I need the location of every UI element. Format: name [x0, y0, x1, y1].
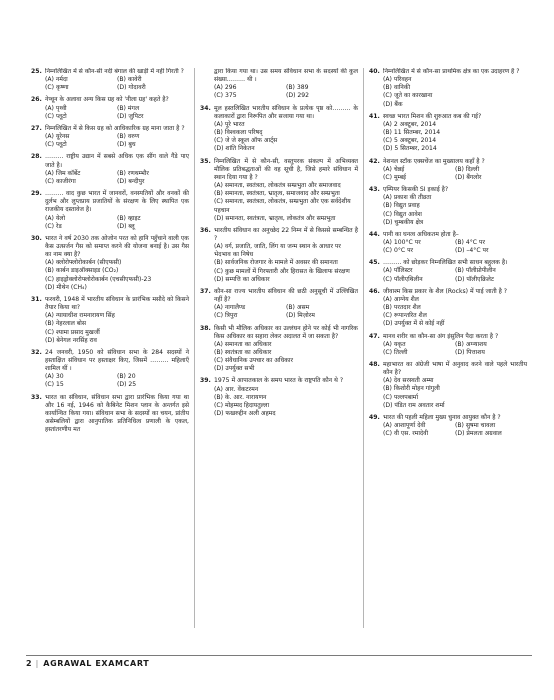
answer-option: (D) उपर्युक्त में से कोई नहीं [383, 320, 445, 328]
question-text: निम्नलिखित में से कौन-सी, वस्तुपरक संकल्प में अभिव्यक्त मौलिक प्रतिबद्धताओं की वह सूची है, जिसे हमारे संविधान में स्थान दिया गया है ? [214, 157, 358, 181]
answer-option: (A) देव सरस्वती अम्मा [383, 377, 434, 385]
question-item [369, 68, 527, 109]
question-page [26, 68, 532, 628]
answer-option: (A) आर. वेंकटरमन [214, 385, 259, 393]
answer-option: (D) मीथेन (CH₄) [45, 283, 87, 291]
question-text: 1975 में आपातकाल के समय भारत के राष्ट्रपति कौन थे ? [214, 377, 344, 385]
page-footer [26, 655, 532, 670]
question-item [200, 325, 358, 374]
question-text: पानी का घनत्व अधिकतम होता है– [383, 230, 459, 238]
answer-option: (B) कार्बन डाइऑक्साइड (CO₂) [45, 267, 119, 275]
answer-option: (B) कावेरी [117, 76, 142, 84]
question-text: नेशनल स्टॉक एक्सचेंज का मुख्यालय कहाँ है ? [383, 157, 485, 165]
answer-option: (C) मुम्बई [383, 173, 407, 181]
answer-option: (B) नेहरलाल बोस [45, 320, 86, 328]
answer-option: (B) असम [286, 304, 310, 312]
question-item [200, 68, 358, 101]
question-number: 41. [369, 112, 380, 120]
option-list [31, 373, 189, 389]
answer-option: (D) समानता, स्वतंत्रता, भ्रातृत्व, लोकतंत्र और सम्प्रभुता [214, 214, 336, 222]
answer-option: (B) 4°C पर [455, 238, 485, 246]
question-text: ……… वाद कुछ भारत में जानवरों, वनस्पतियों और वनकों की दुर्लभ और लुप्तप्राय प्रजातियों के संरक्षण के लिए स्थापित एक राजकीय दस्तावेज है। [45, 190, 189, 214]
answer-option: (B) 389 [286, 84, 309, 92]
brand-name: AGRAWAL EXAMCART [43, 659, 150, 668]
answer-option: (A) आग्नेय शैल [383, 295, 419, 303]
question-number: 26. [31, 96, 42, 104]
answer-option: (C) पॉलीएथिलीन [383, 275, 423, 283]
option-list [369, 267, 527, 283]
option-list [31, 105, 189, 121]
question-item [31, 153, 189, 186]
answer-option: (C) समानता, स्वतंत्रता, लोकतंत्र, सम्प्रभुता और एक सर्वदेशीय पहचान [214, 198, 351, 214]
question-text: भारत का संविधान, संविधान सभा द्वारा प्रारंभिक किया गया था और 16 नई, 1946 को कैबिनेट मिशन प्लान के अन्तर्गत इसे कार्यान्वित किया गया। संविधान सभा के सदस्यों का चयन, प्रांतीय असेम्बलियों द्वारा आनुपातिक प्रतिनिधित्व प्रणाली के एकल, हस्तांतरणीय मत [45, 393, 189, 434]
option-list [369, 296, 527, 329]
answer-option: (A) 2 अक्टूबर, 2014 [383, 120, 437, 128]
answer-option: (B) परतदार शैल [383, 304, 421, 312]
question-item [369, 361, 527, 410]
question-text: मूल हस्तलिखित भारतीय संविधान के प्रत्येक पृष्ठ को……… के कलाकारों द्वारा निरूपित और सजाया गया था। [214, 104, 358, 120]
question-number: 29. [31, 190, 42, 198]
question-item [200, 288, 358, 321]
answer-option: (C) त्रिपुरा [214, 312, 238, 320]
answer-option: (D) जुपिटर [117, 112, 144, 120]
answer-option: (B) किशोरी मोहन गांगुली [383, 385, 440, 393]
answer-option: (D) 292 [286, 92, 310, 100]
question-number: 35. [200, 157, 211, 165]
option-list [31, 259, 189, 292]
answer-option: (C) 5 अक्टूबर, 2014 [383, 137, 437, 145]
answer-option: (B) सुषमा चावला [455, 422, 496, 430]
question-item [31, 349, 189, 390]
question-number: 28. [31, 153, 42, 161]
answer-option: (A) समानता का अधिकार [214, 340, 272, 348]
answer-option: (C) विद्युत आवेश [383, 210, 422, 218]
question-item [31, 235, 189, 292]
question-number: 43. [369, 186, 380, 194]
answer-option: (A) नर्मदा [45, 76, 68, 84]
option-list [31, 312, 189, 345]
answer-option: (A) नागालैण्ड [214, 304, 246, 312]
question-number: 37. [200, 287, 211, 295]
answer-option: (A) समानता, स्वतंत्रता, लोकतंत्र सम्प्रभुता और समाजवाद [214, 182, 341, 190]
answer-option: (D) उपर्युक्त सभी [214, 365, 255, 373]
answer-option: (C) जूते का कारखाना [383, 92, 433, 100]
question-number: 42. [369, 157, 380, 165]
option-list [369, 121, 527, 154]
option-list [369, 166, 527, 182]
question-text: निम्नलिखित में से किस ग्रह को आधिकारिक ग्रह माना जाता है ? [45, 124, 185, 132]
answer-option: (B) रणथम्भौर [117, 169, 149, 177]
question-item [369, 259, 527, 283]
question-item [369, 333, 527, 357]
question-item [369, 414, 527, 438]
question-item [369, 158, 527, 182]
answer-option: (D) बुध [117, 141, 136, 149]
option-list [200, 243, 358, 284]
answer-option: (D) पंडित राम अवतार शर्मा [383, 401, 445, 409]
question-text: महाभारत का अंग्रेजी भाषा में अनुवाद करने वाले पहले भारतीय कौन है? [383, 361, 527, 377]
question-text: कौन-सा राज्य भारतीय संविधान की छठी अनुसूची में उल्लिखित नहीं है? [214, 287, 358, 304]
question-number [200, 68, 214, 84]
question-text: भारत की पहली महिला मुख्य चुनाव आयुक्त कौन है ? [383, 413, 501, 421]
question-item [31, 68, 189, 92]
option-list [31, 76, 189, 92]
answer-option: (C) रूपान्तरित शैल [383, 312, 427, 320]
question-item [369, 288, 527, 329]
answer-option: (C) कुछ मामलों में गिरफ्तारी और हिरासत के खिलाफ संरक्षण [214, 267, 350, 275]
answer-option: (D) प्रेमलता अग्रवाल [455, 430, 502, 438]
question-number: 33. [31, 393, 42, 401]
answer-option: (D) बैंक [383, 100, 403, 108]
option-list [200, 304, 358, 320]
answer-option: (C) हाइड्रोक्लोरोफ्लोरोकार्बन (एचसीएफसी)-23 [45, 275, 152, 283]
column-3 [363, 68, 532, 628]
answer-option: (D) बेनेगल नरसिंह राव [45, 336, 97, 344]
question-item [369, 231, 527, 255]
answer-option: (A) 296 [214, 84, 237, 92]
answer-option: (D) पित्ताशय [455, 348, 485, 356]
answer-option: (B) अग्न्याशय [455, 340, 487, 348]
question-text: स्वच्छ भारत मिशन की शुरुआत कब की गई? [383, 112, 482, 120]
question-number: 32. [31, 348, 42, 356]
answer-option: (C) 375 [214, 92, 237, 100]
question-number: 44. [369, 230, 380, 238]
question-text: एम्पियर किसकी SI इकाई है? [383, 186, 449, 194]
question-item [200, 158, 358, 223]
option-list [200, 386, 358, 419]
answer-option: (A) येलो [45, 214, 66, 222]
answer-option: (A) जिम कॉर्बेट [45, 169, 81, 177]
answer-option: (D) बन्दीपुर [117, 177, 145, 185]
answer-option: (B) विश्वकला परिषद् [214, 129, 263, 137]
question-number: 34. [200, 104, 211, 112]
question-text: किसी भी मौलिक अधिकार का उल्लंघन होने पर कोई भी नागरिक किस अधिकार का सहारा लेकर अदालत में जा सकता है? [214, 324, 358, 340]
option-list [369, 377, 527, 410]
question-number: 46. [369, 287, 380, 295]
question-columns [26, 68, 532, 628]
option-list [31, 215, 189, 231]
question-text: जीवाश्म किस प्रकार के शैल (Rocks) में पाई जाती है ? [383, 287, 508, 295]
answer-option: (A) पूरे भारत [214, 120, 245, 128]
question-item [31, 190, 189, 231]
answer-option: (C) 0°C पर [383, 247, 414, 255]
answer-option: (D) शांति निकेतन [214, 145, 255, 153]
option-list [369, 239, 527, 255]
question-number: 49. [369, 413, 380, 421]
option-list [200, 84, 358, 100]
footer-separator: | [35, 659, 39, 668]
answer-option: (C) काजीरंगा [45, 177, 76, 185]
question-item [31, 296, 189, 345]
answer-option: (A) वर्ग, प्रजाति, जाति, लिंग या जन्म स्थान के आधार पर भेदभाव का निषेध [214, 243, 341, 259]
question-number: 31. [31, 295, 42, 303]
question-number: 36. [200, 226, 211, 234]
option-list [369, 76, 527, 109]
answer-option: (A) चेन्नई [383, 165, 405, 173]
question-item [31, 394, 189, 435]
answer-option: (C) प्लूटो [45, 112, 67, 120]
answer-option: (D) सम्पत्ति का अधिकार [214, 275, 270, 283]
answer-option: (A) यूरेनस [45, 133, 70, 141]
question-number: 27. [31, 124, 42, 132]
question-item [31, 125, 189, 149]
question-number: 38. [200, 324, 211, 332]
answer-option: (A) प्रकाश की तीव्रता [383, 194, 432, 202]
answer-option: (B) 20 [117, 373, 136, 381]
question-number: 48. [369, 361, 380, 368]
answer-option: (A) क्लोरोफ्लोरोकार्बन (सीएफसी) [45, 259, 122, 267]
answer-option: (B) वरुण [117, 133, 140, 141]
answer-option: (A) परिवहन [383, 76, 412, 84]
answer-option: (D) 5 सितम्बर, 2014 [383, 145, 437, 153]
question-item [369, 186, 527, 227]
answer-option: (C) पल्लपबार्मा [383, 393, 419, 401]
answer-option: (D) चुम्बकीय क्षेत्र [383, 218, 424, 226]
answer-option: (A) 100°C पर [383, 238, 421, 246]
answer-option: (C) संवैधानिक उपचार का अधिकार [214, 357, 293, 365]
answer-option: (D) पॉलीएक्रिलेट [455, 275, 494, 283]
question-text: फरवरी, 1948 में भारतीय संविधान के प्रारंभिक मसौदे को किसने तैयार किया था? [45, 295, 189, 312]
question-item [200, 227, 358, 284]
answer-option: (B) वानिकी [383, 84, 411, 92]
answer-option: (B) मंगल [117, 104, 140, 112]
option-list [31, 133, 189, 149]
answer-option: (B) स्वतंत्रता का अधिकार [214, 349, 272, 356]
answer-option: (D) 25 [117, 381, 137, 389]
option-list [369, 341, 527, 357]
answer-option: (D) फखरुद्दीन अली अहमद [214, 410, 276, 418]
question-item [31, 96, 189, 120]
answer-option: (A) 30 [45, 373, 64, 381]
question-number: 25. [31, 68, 42, 75]
answer-option: (B) दिल्ली [455, 165, 480, 173]
option-list [200, 121, 358, 154]
answer-option: (D) गोदावरी [117, 84, 146, 92]
option-list [200, 182, 358, 223]
answer-option: (B) व्हाइट [117, 214, 141, 222]
answer-option: (B) 11 सितम्बर, 2014 [383, 129, 441, 137]
question-number: 45. [369, 259, 380, 267]
answer-option: (A) न्यायाधीश रामनारायण सिंह [45, 312, 115, 320]
question-text: ……… को छोड़कर निम्नलिखित सभी साधन बहुलक है। [383, 259, 508, 267]
answer-option: (A) यकृत [383, 340, 406, 348]
question-text: 24 जनवरी, 1950 को संविधान सभा के 284 सदस्यों ने हस्ताक्षित संविधान पर हस्ताक्षर किए, जिसमें ……… महिलाएँ शामिल थीं । [45, 348, 189, 373]
question-number: 40. [369, 68, 380, 75]
answer-option: (A) आशापूर्णा देवी [383, 422, 426, 430]
question-text: भारत ने वर्ष 2030 तक ओजोन परत को हानि पहुँचाने वाली एक कैस उत्सर्जन गैस को समाप्त करने की योजना बनाई है। उस गैस का नाम क्या है? [45, 234, 189, 259]
answer-option: (D) बैंगलोर [455, 173, 482, 181]
answer-option: (D) मिज़ोरम [286, 312, 315, 320]
question-item [200, 105, 358, 154]
answer-option: (C) तिल्ली [383, 348, 408, 356]
question-text: निम्नलिखित में से कौन-सी नदी बंगाल की खाड़ी में नहीं गिरती ? [45, 68, 184, 75]
column-1 [26, 68, 194, 628]
answer-option: (D) ब्लू [117, 222, 135, 230]
question-number: 47. [369, 332, 380, 340]
question-text: मानव शरीर का कौन-सा अंग इंसुलिन पैदा करता है ? [383, 332, 499, 340]
question-number: 39. [200, 377, 211, 385]
answer-option: (B) समानता, स्वतंत्रता, भ्रातृत्व, समाजवाद और सम्प्रभुता [214, 190, 340, 198]
answer-option: (A) पॉलिस्टर [383, 267, 413, 275]
answer-option: (C) मोहम्मद हिदायतुल्ला [214, 401, 270, 409]
question-item [369, 113, 527, 154]
answer-option: (C) रेड [45, 222, 62, 230]
option-list [31, 170, 189, 186]
answer-option: (B) के. आर. नारायणन [214, 393, 267, 401]
answer-option: (C) प्लूटो [45, 141, 67, 149]
question-number: 30. [31, 234, 42, 242]
answer-option: (C) 15 [45, 381, 64, 389]
answer-option: (C) श्यामा प्रसाद मुखर्जी [45, 328, 100, 336]
question-item [200, 377, 358, 418]
answer-option: (B) पॉलीप्रोपीलीन [455, 267, 496, 275]
column-2 [194, 68, 363, 628]
option-list [369, 422, 527, 438]
question-text: ……… राष्ट्रीय उद्यान में सबसे अधिक एक सींग वाले गैंडे पाए जाते है। [45, 153, 189, 169]
answer-option: (C) कृष्णा [45, 84, 69, 92]
question-text: नेप्चून के अलावा अन्य किस ग्रह को 'नीला ग्रह' कहते है? [45, 96, 169, 104]
question-text: द्वारा किया गया था। उस समय संविधान सभा के सदस्यों की कुल संख्या……… थी । [214, 68, 358, 84]
option-list [369, 194, 527, 227]
question-text: निम्नलिखित में से कौन-सा प्राथमिक क्षेत्र का एक उदाहरण है ? [383, 68, 520, 75]
answer-option: (C) वी एस. रमादेवी [383, 430, 429, 438]
page-number: 2 [26, 659, 32, 668]
question-text: भारतीय संविधान का अनुच्छेद 22 निम्न में से किससे सम्बन्धित है ? [214, 226, 358, 242]
answer-option: (D) –4°C पर [455, 247, 489, 255]
answer-option: (B) सार्वजनिक रोजगार के मामले में अवसर की समानता [214, 259, 338, 267]
answer-option: (A) पृथ्वी [45, 104, 67, 112]
option-list [200, 341, 358, 374]
answer-option: (C) जे जे स्कूल ऑफ आर्ट्स [214, 137, 278, 145]
answer-option: (B) विद्युत प्रवाह [383, 202, 420, 210]
